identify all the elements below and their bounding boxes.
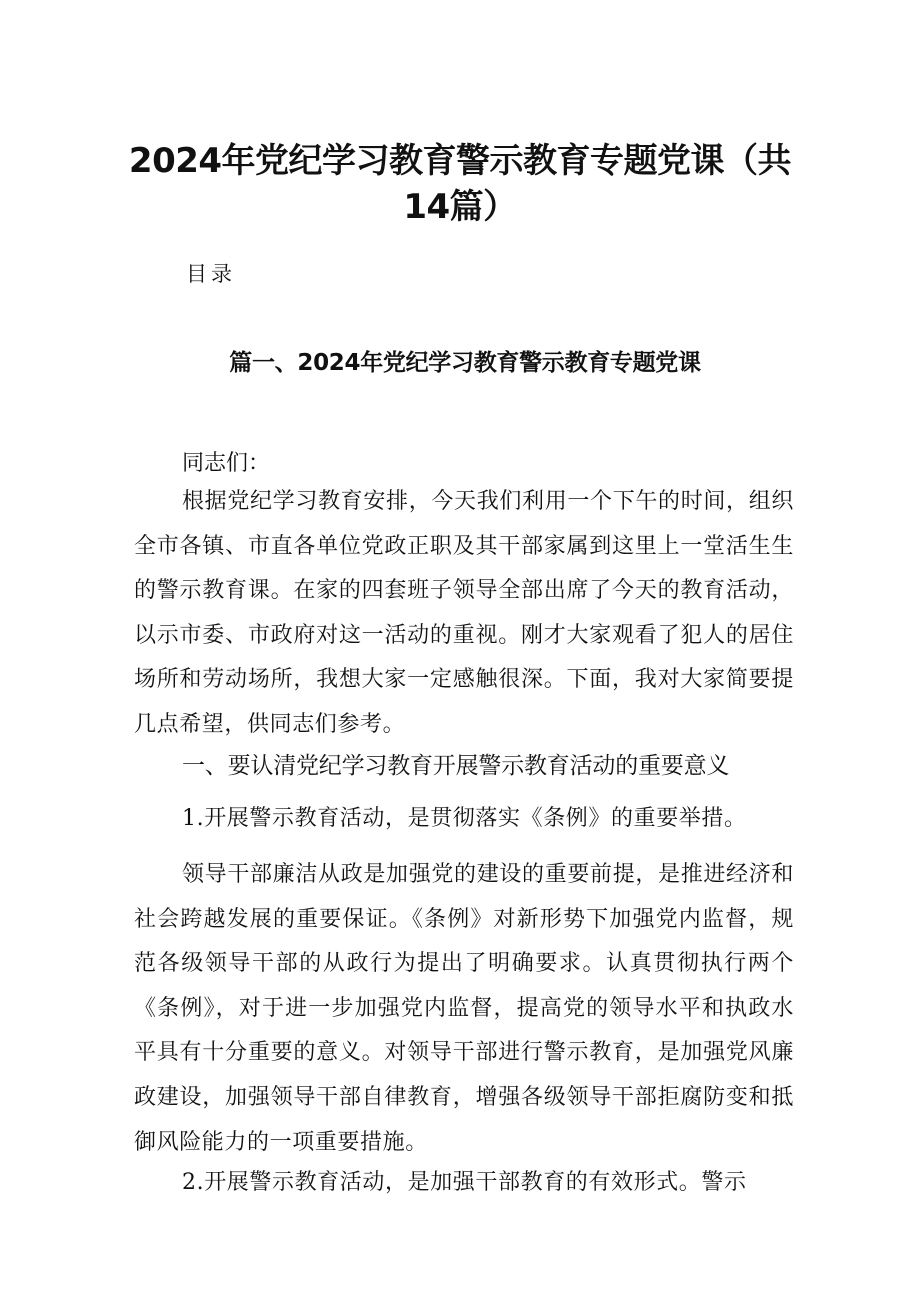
toc-label: 目录 <box>186 262 236 286</box>
paragraph-1: 根据党纪学习教育安排，今天我们利用一个下午的时间，组织全市各镇、市直各单位党政正职及其干部家属到这里上一堂活生生的警示教育课。在家的四套班子领导全部出席了今天的教育活动，以示市委、市政府对这一活动的重视。刚才大家观看了犯人的居住场所和劳动场所，我想大家一定感触很深。下面，我对大家简要提几点希望，供同志们参考。 <box>134 489 794 737</box>
list-item-2: 2.开展警示教育活动，是加强干部教育的有效形式。警示 <box>182 1170 747 1195</box>
section-heading-1: 一、要认清党纪学习教育开展警示教育活动的重要意义 <box>182 753 730 779</box>
salutation: 同志们： <box>182 451 271 476</box>
paragraph-2: 领导干部廉洁从政是加强党的建设的重要前提，是推进经济和社会跨越发展的重要保证。《条例》对新形势下加强党内监督，规范各级领导干部的从政行为提出了明确要求。认真贯彻执行两个《条例》，对于进一步加强党内监督，提高党的领导水平和执政水平具有十分重要的意义。对领导干部进行警示教育，是加强党风廉政建设，加强领导干部自律教育，增强各级领导干部拒腐防变和抵御风险能力的一项重要措施。 <box>134 862 794 1155</box>
document-title: 2024年党纪学习教育警示教育专题党课（共14篇） <box>128 141 792 227</box>
list-item-1: 1.开展警示教育活动，是贯彻落实《条例》的重要举措。 <box>182 806 747 831</box>
chapter-title: 篇一、2024年党纪学习教育警示教育专题党课 <box>229 350 701 376</box>
